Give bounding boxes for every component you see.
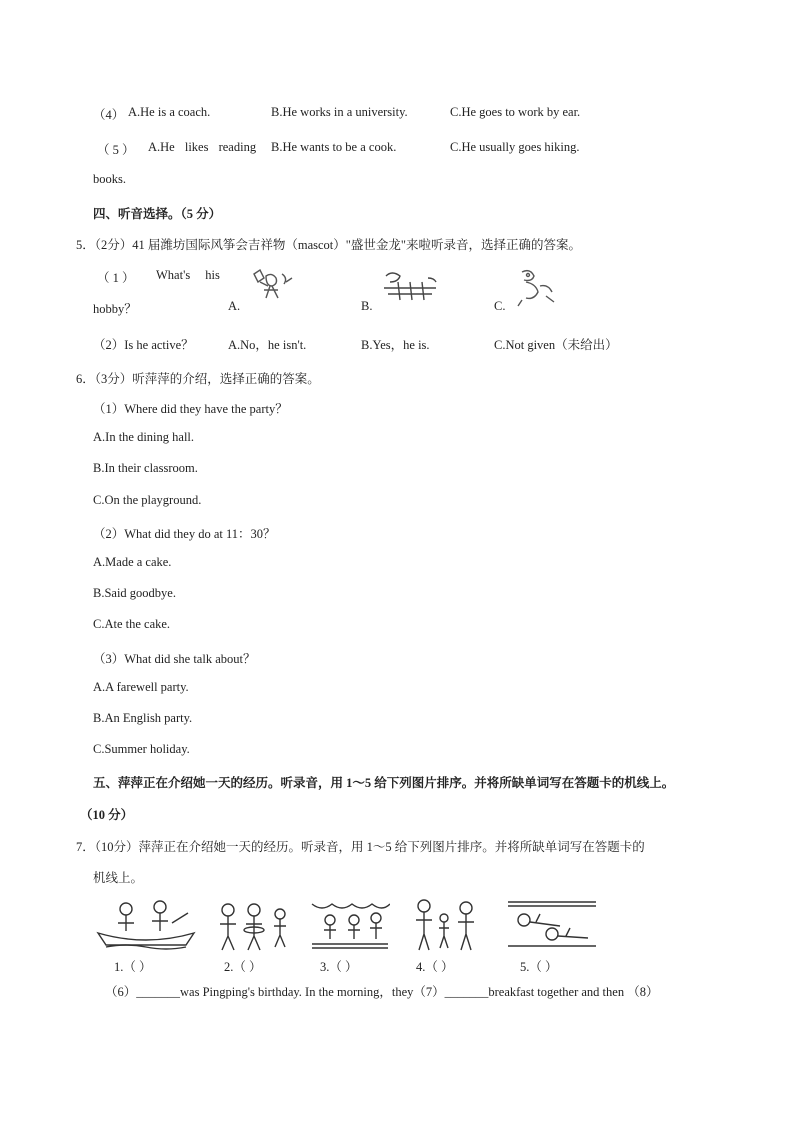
item-7-fill-in-sentence: （6）_______was Pingping's birthday. In the morning，they（7）_______breakfast together and then （8） [105, 985, 659, 999]
pic-2-label: 2.（ ） [224, 960, 262, 974]
people-eating-icon [214, 900, 294, 952]
item-5-q2-text: （2）Is he active？ [93, 338, 194, 352]
kite-flying-icon [246, 268, 296, 308]
item-6-q2-option-a: A.Made a cake. [93, 555, 172, 569]
boat-scene-icon [96, 897, 196, 953]
q4-number: （4） [93, 108, 125, 122]
item-6-q1-option-c: C.On the playground. [93, 493, 202, 507]
item-5-title: 5．（2分）41 届潍坊国际风筝会吉祥物（mascot）"盛世金龙"来啦听录音，选择正确的答案。 [76, 238, 581, 252]
pic-1-label: 1.（ ） [114, 960, 152, 974]
item-5-q1-number: （ 1 ） [97, 271, 135, 285]
item-6-q2-option-b: B.Said goodbye. [93, 586, 176, 600]
lying-down-icon [506, 898, 598, 950]
q5-number: （ 5 ） [97, 143, 135, 157]
item-6-q3-text: （3）What did she talk about？ [93, 652, 256, 666]
family-standing-icon [412, 898, 482, 952]
q4-option-b: B.He works in a university. [271, 105, 408, 119]
item-7-title-continued: 机线上。 [93, 871, 144, 885]
dragon-mascot-icon [512, 268, 560, 308]
item-6-q1-option-b: B.In their classroom. [93, 461, 198, 475]
item-5-q1-option-a: A. [228, 299, 241, 313]
section-4-heading: 四、听音选择。（5 分） [93, 207, 222, 221]
pic-5-label: 5.（ ） [520, 960, 558, 974]
party-scene-icon [310, 900, 390, 952]
item-6-q2-text: （2）What did they do at 11：30？ [93, 527, 276, 541]
section-5-heading-continued: （10 分） [80, 808, 134, 822]
item-5-q1-option-c: C. [494, 299, 506, 313]
item-5-q1-text-continued: hobby？ [93, 302, 137, 316]
pic-4-label: 4.（ ） [416, 960, 454, 974]
item-6-title: 6．（3分）听萍萍的介绍，选择正确的答案。 [76, 372, 320, 386]
item-5-q2-option-c: C.Not given（未给出） [494, 338, 618, 352]
item-7-title: 7．（10分）萍萍正在介绍她一天的经历。听录音，用 1～5 给下列图片排序。并将所缺单词写在答题卡的 [76, 840, 645, 854]
section-5-heading: 五、萍萍正在介绍她一天的经历。听录音，用 1～5 给下列图片排序。并将所缺单词写在答题卡的机线上。 [93, 776, 675, 790]
item-6-q2-option-c: C.Ate the cake. [93, 617, 171, 631]
item-6-q3-option-b: B.An English party. [93, 711, 193, 725]
item-6-q1-option-a: A.In the dining hall. [93, 430, 195, 444]
item-6-q1-text: （1）Where did they have the party？ [93, 402, 288, 416]
pic-3-label: 3.（ ） [320, 960, 358, 974]
dragon-boat-icon [380, 270, 440, 302]
item-5-q2-option-a: A.No，he isn't. [228, 338, 307, 352]
q5-option-c: C.He usually goes hiking. [450, 140, 580, 154]
q5-option-a-continued: books. [93, 172, 126, 186]
item-5-q1-option-b: B. [361, 299, 373, 313]
item-6-q3-option-a: A.A farewell party. [93, 680, 189, 694]
item-5-q2-option-b: B.Yes，he is. [361, 338, 430, 352]
q4-option-c: C.He goes to work by ear. [450, 105, 581, 119]
item-5-q1-text: What's his [156, 268, 220, 282]
q4-option-a: A.He is a coach. [128, 105, 211, 119]
q5-option-a: A.He likes reading [148, 140, 257, 154]
item-6-q3-option-c: C.Summer holiday. [93, 742, 190, 756]
q5-option-b: B.He wants to be a cook. [271, 140, 397, 154]
